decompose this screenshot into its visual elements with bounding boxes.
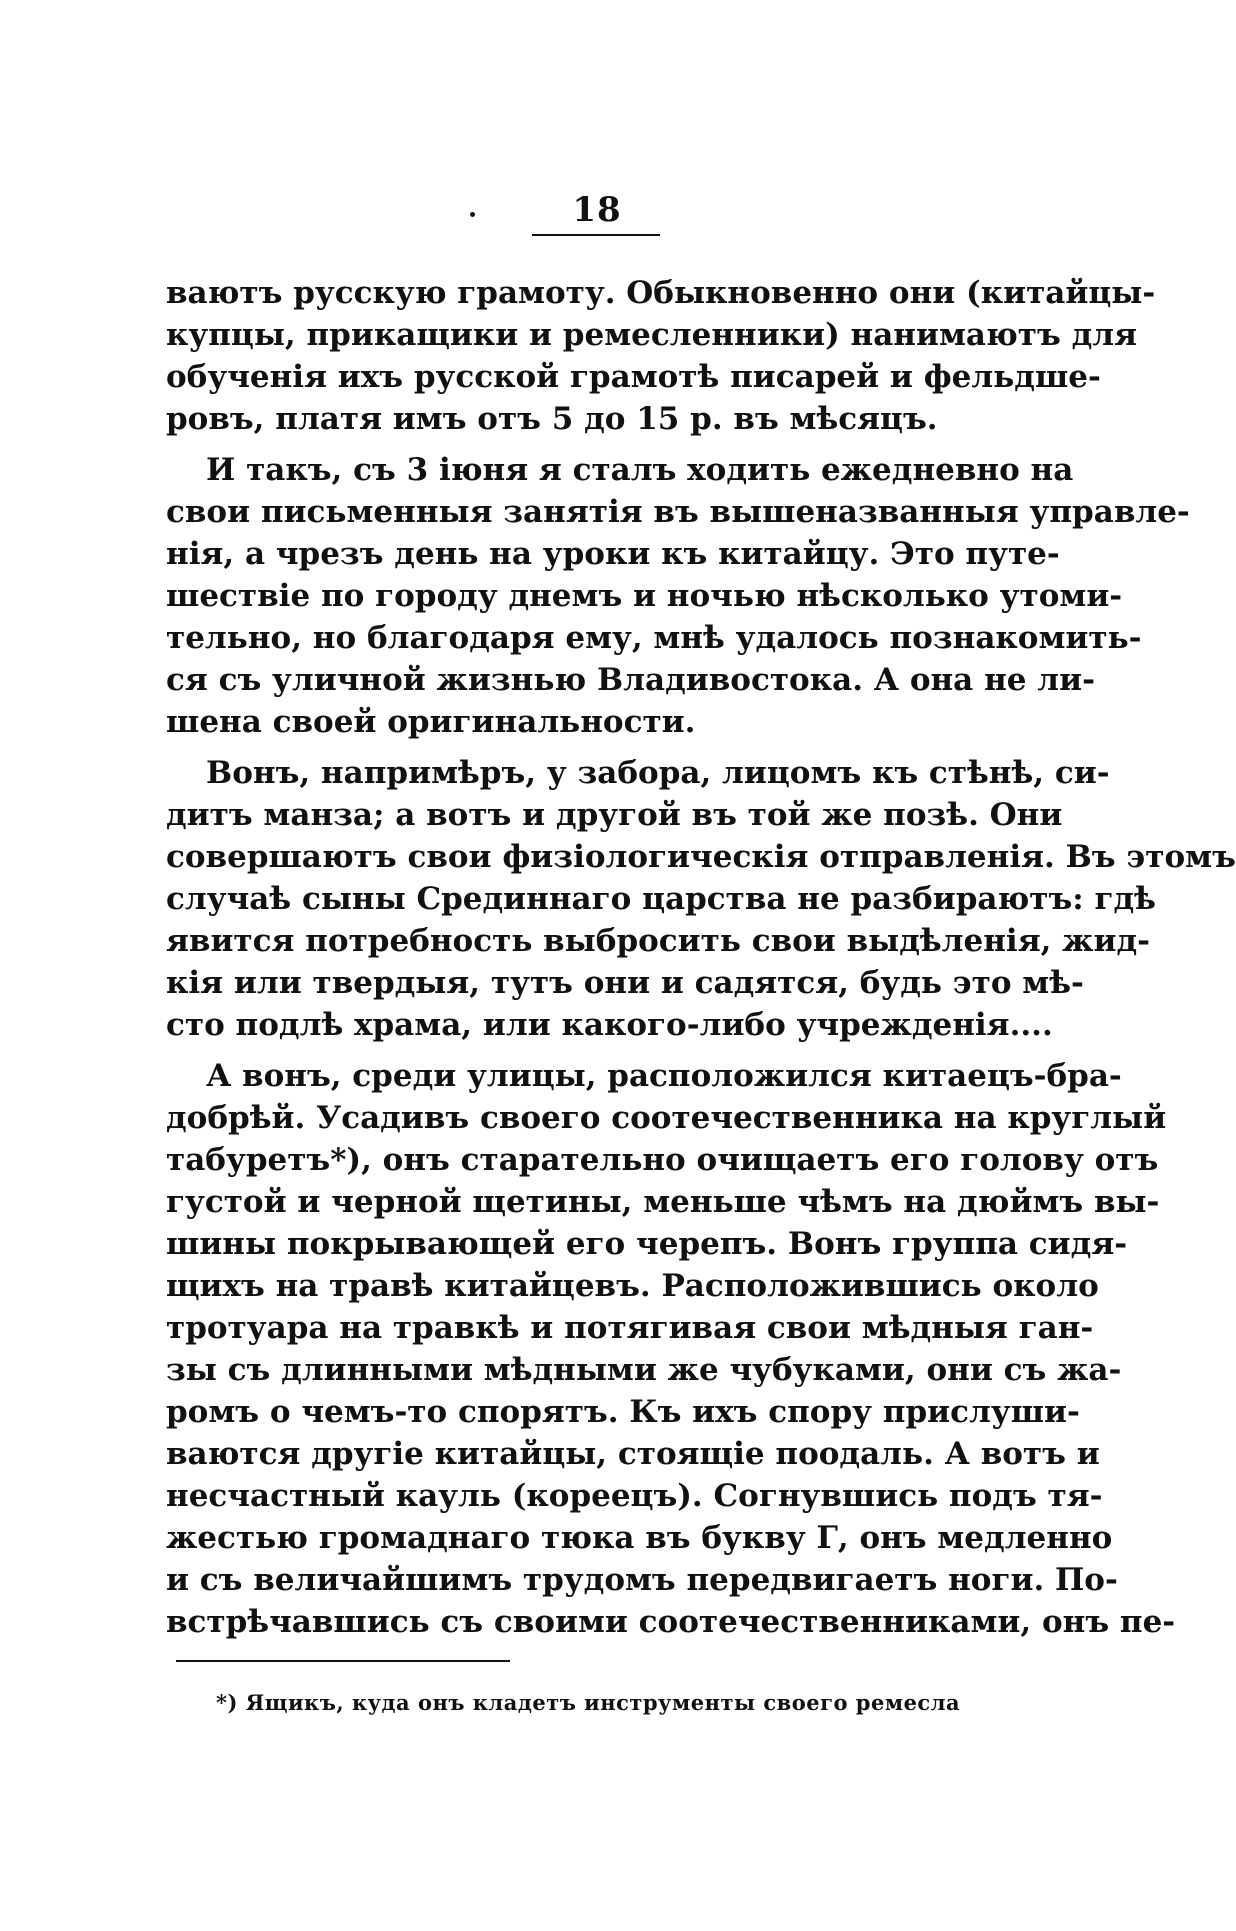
text-line: густой и черной щетины, меньше чѣмъ на дюймъ вы- [166, 1184, 1160, 1220]
text-line: добрѣй. Усадивъ своего соотечественника на круглый [166, 1100, 1167, 1136]
text-line: шена своей оригинальности. [166, 704, 696, 740]
text-line: ваютъ русскую грамоту. Обыкновенно они (китайцы- [166, 275, 1156, 311]
text-line: шины покрывающей его черепъ. Вонъ группа сидя- [166, 1226, 1128, 1262]
text-line: и съ величайшимъ трудомъ передвигаетъ ноги. По- [166, 1562, 1118, 1598]
header-rule [532, 234, 660, 236]
text-line: табуретъ*), онъ старательно очищаетъ его голову отъ [166, 1142, 1159, 1178]
paragraph [166, 1055, 1176, 1643]
footnote-rule [176, 1660, 510, 1662]
main-text [166, 272, 1236, 1643]
text-line: явится потребность выбросить свои выдѣленія, жид- [166, 923, 1151, 959]
page-number: 18 [572, 190, 622, 230]
text-line: кія или твердыя, тутъ они и садятся, будь это мѣ- [166, 965, 1084, 1001]
text-line: случаѣ сыны Срединнаго царства не разбираютъ: гдѣ [166, 881, 1156, 917]
text-line: щихъ на травѣ китайцевъ. Расположившись около [166, 1268, 1099, 1304]
text-line: свои письменныя занятія въ вышеназванныя управле- [166, 494, 1190, 530]
text-line: тельно, но благодаря ему, мнѣ удалось познакомить- [166, 620, 1142, 656]
header-dot-ornament [470, 212, 475, 217]
text-line: совершаютъ свои физіологическія отправленія. Въ этомъ [166, 839, 1236, 875]
text-line: жестью громаднаго тюка въ букву Г, онъ медленно [166, 1520, 1113, 1556]
paragraph [166, 272, 1156, 440]
text-line: ваются другіе китайцы, стоящіе поодаль. А вотъ и [166, 1436, 1100, 1472]
text-line: обученія ихъ русской грамотѣ писарей и фельдше- [166, 359, 1101, 395]
text-line: зы съ длинными мѣдными же чубуками, они съ жа- [166, 1352, 1122, 1388]
text-line: ромъ о чемъ-то спорятъ. Къ ихъ спору прислуши- [166, 1394, 1080, 1430]
text-line: И такъ, съ 3 іюня я сталъ ходить ежедневно на [206, 452, 1074, 488]
text-line: тротуара на травкѣ и потягивая свои мѣдныя ган- [166, 1310, 1094, 1346]
paragraph [166, 449, 1190, 743]
text-line: несчастный кауль (кореецъ). Согнувшись подъ тя- [166, 1478, 1103, 1514]
text-line: купцы, прикащики и ремесленники) нанимаютъ для [166, 317, 1137, 353]
text-line: нія, а чрезъ день на уроки къ китайцу. Это путе- [166, 536, 1060, 572]
text-line: сто подлѣ храма, или какого-либо учрежденія.... [166, 1007, 1053, 1043]
text-line: шествіе по городу днемъ и ночью нѣсколько утоми- [166, 578, 1123, 614]
paragraph [166, 752, 1236, 1046]
text-line: ся съ уличной жизнью Владивостока. А она не ли- [166, 662, 1095, 698]
footnote: *) Ящикъ, куда онъ кладетъ инструменты своего ремесла [216, 1690, 961, 1715]
text-line: А вонъ, среди улицы, расположился китаецъ-бра- [206, 1058, 1122, 1094]
text-line: ровъ, платя имъ отъ 5 до 15 р. въ мѣсяцъ. [166, 401, 938, 437]
text-line: Вонъ, напримѣръ, у забора, лицомъ къ стѣнѣ, си- [206, 755, 1110, 791]
text-line: дитъ манза; а вотъ и другой въ той же позѣ. Они [166, 797, 1063, 833]
page-header [460, 190, 670, 240]
text-line: встрѣчавшись съ своими соотечественниками, онъ пе- [166, 1604, 1176, 1640]
